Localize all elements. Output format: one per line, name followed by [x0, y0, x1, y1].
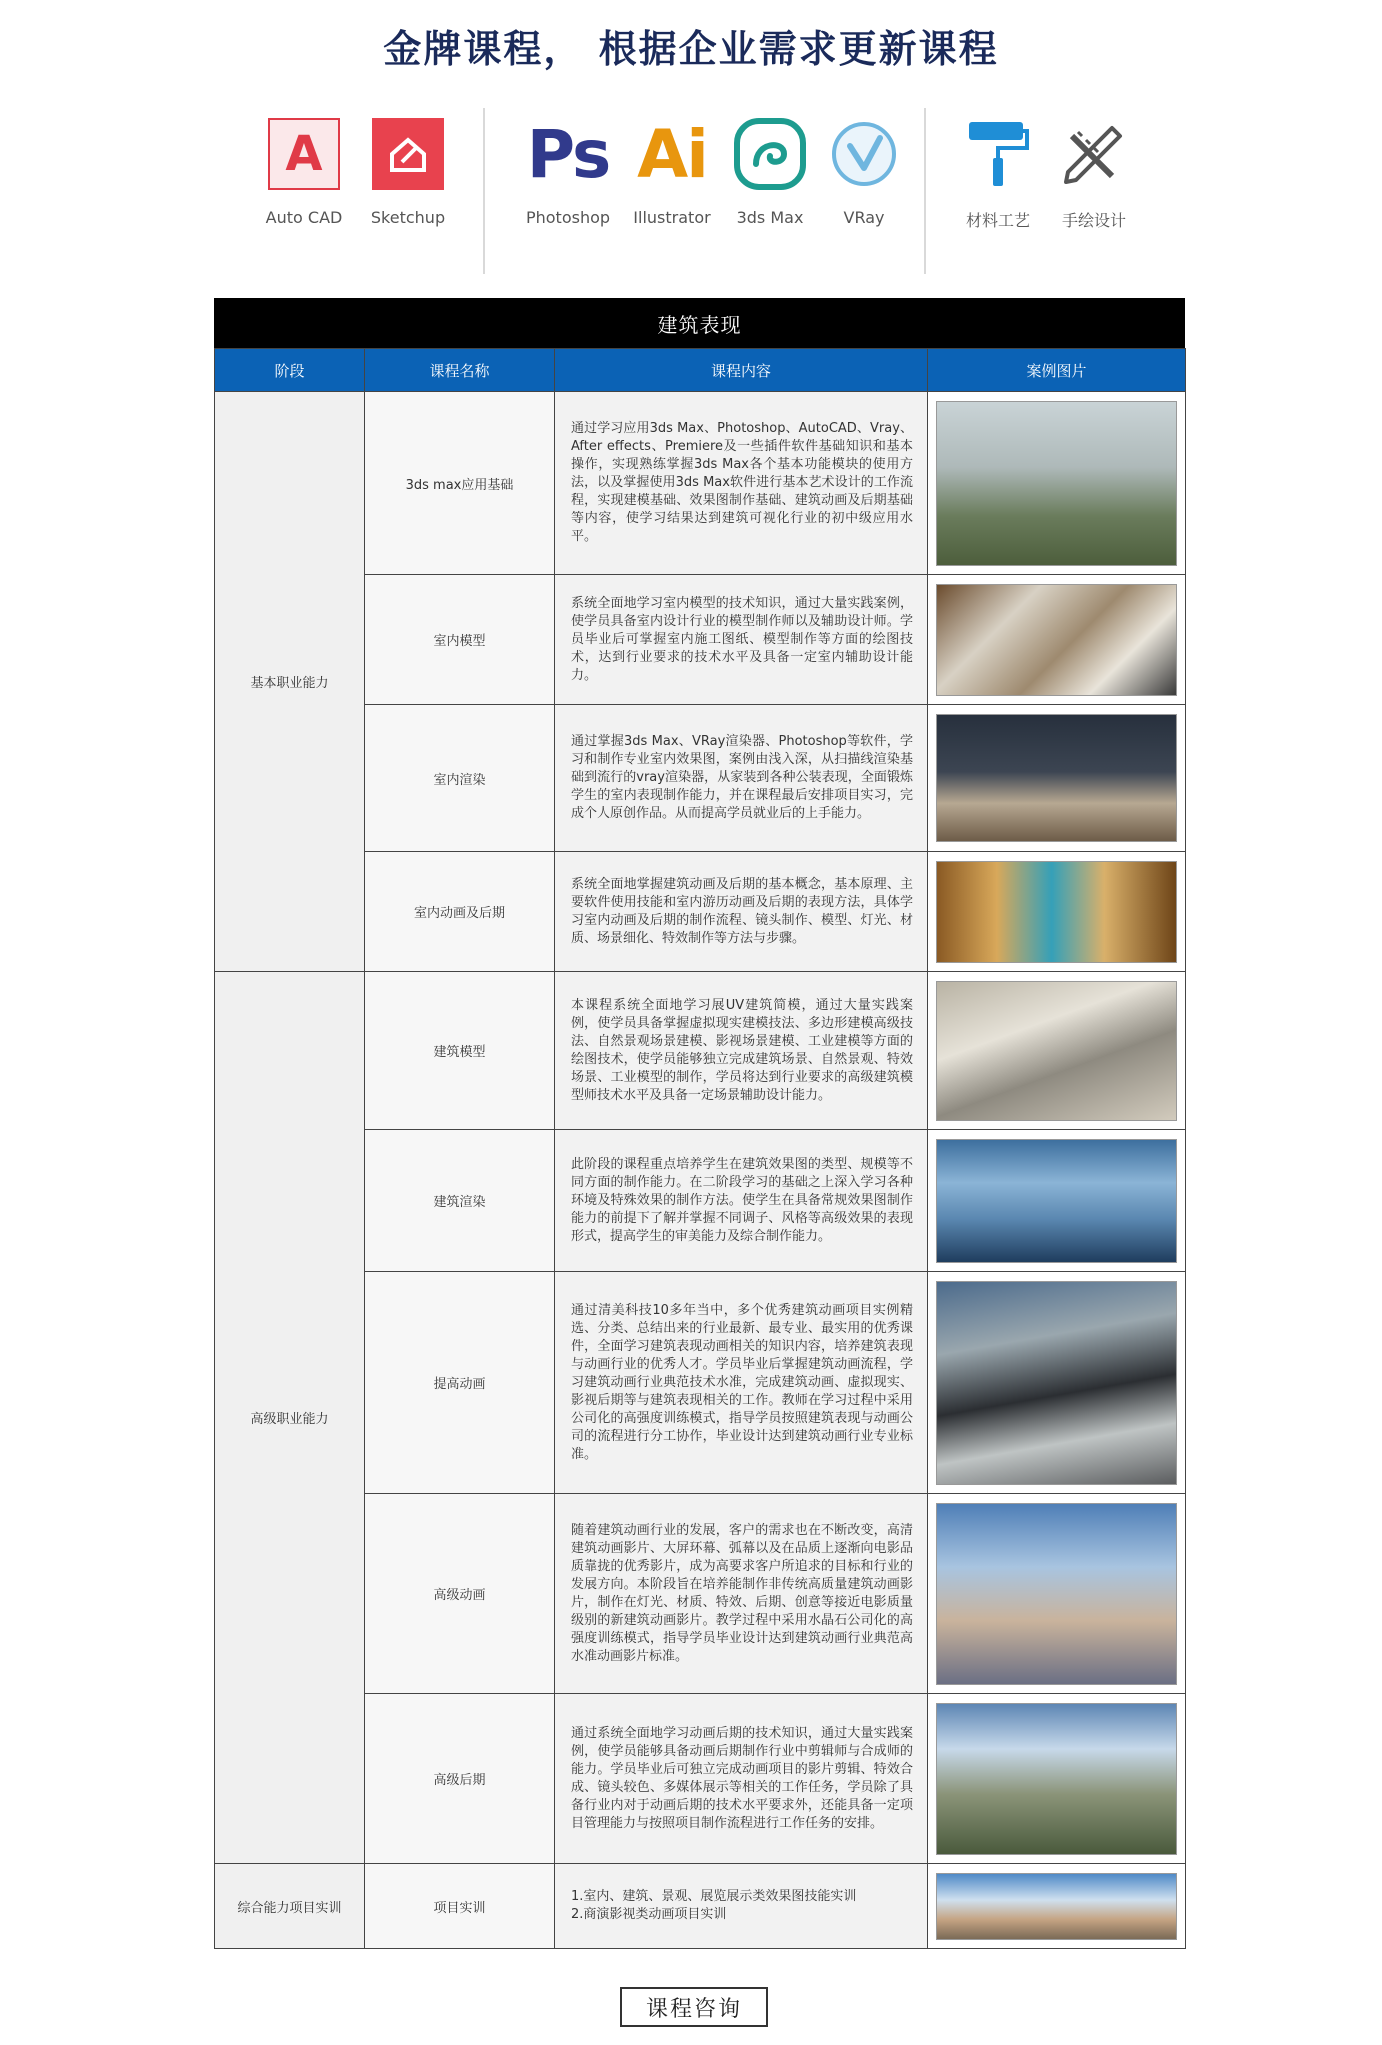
- case-image-cell: [928, 1130, 1186, 1272]
- course-name: 建筑渲染: [365, 1130, 555, 1272]
- pencil-ruler-icon: [1058, 118, 1130, 190]
- autocad-icon: A: [268, 118, 340, 190]
- case-image: [936, 584, 1177, 696]
- course-name: 建筑模型: [365, 972, 555, 1130]
- course-name: 室内动画及后期: [365, 852, 555, 972]
- stage-cell: 高级职业能力: [215, 972, 365, 1864]
- tool-3dsmax: [722, 118, 818, 227]
- course-name: 高级后期: [365, 1694, 555, 1864]
- table-row: [215, 972, 1186, 1130]
- case-image-cell: [928, 972, 1186, 1130]
- course-name: 提高动画: [365, 1272, 555, 1494]
- tool-handdraw: [1046, 118, 1142, 231]
- table-row: [215, 1864, 1186, 1949]
- tool-label: Sketchup: [370, 208, 446, 227]
- 3dsmax-icon: [734, 118, 806, 190]
- consult-button[interactable]: 课程咨询: [620, 1987, 768, 2027]
- divider: [924, 108, 926, 274]
- course-name: 室内渲染: [365, 705, 555, 852]
- course-desc: 通过清美科技10多年当中，多个优秀建筑动画项目实例精选、分类、总结出来的行业最新、最专业、最实用的优秀课件，全面学习建筑表现动画相关的知识内容，培养建筑表现与动画行业的优秀人才。学员毕业后掌握建筑动画流程，学习建筑动画行业典范技术水准，完成建筑动画、虚拟现实、影视后期等与建筑表现相关的工作。教师在学习过程中采用公司化的高强度训练模式，指导学员按照建筑表现与动画公司的流程进行分工协作，毕业设计达到建筑动画行业专业标准。: [555, 1272, 928, 1494]
- header-stage: 阶段: [215, 349, 365, 392]
- course-desc: [555, 1864, 928, 1949]
- case-image-cell: [928, 1272, 1186, 1494]
- course-desc: 系统全面地掌握建筑动画及后期的基本概念，基本原理、主要软件使用技能和室内游历动画及后期的表现方法，具体学习室内动画及后期的制作流程、镜头制作、模型、灯光、材质、场景细化、特效制作等方法与步骤。: [555, 852, 928, 972]
- tool-label: Illustrator: [633, 208, 711, 227]
- paint-roller-icon: [962, 118, 1034, 190]
- header-course: 课程名称: [365, 349, 555, 392]
- course-desc: 此阶段的课程重点培养学生在建筑效果图的类型、规模等不同方面的制作能力。在二阶段学习的基础之上深入学习各种环境及特殊效果的制作方法。使学生在具备常规效果图制作能力的前提下了解并掌握不同调子、风格等高级效果的表现形式，提高学生的审美能力及综合制作能力。: [555, 1130, 928, 1272]
- case-image-cell: [928, 1864, 1186, 1949]
- table-title: 建筑表现: [214, 298, 1185, 348]
- course-desc: 系统全面地学习室内模型的技术知识，通过大量实践案例，使学员具备室内设计行业的模型制作师以及辅助设计师。学员毕业后可掌握室内施工图纸、模型制作等方面的绘图技术，达到行业要求的技术水平及具备一定室内辅助设计能力。: [555, 575, 928, 705]
- divider: [483, 108, 485, 274]
- case-image: [936, 981, 1177, 1121]
- course-name: 高级动画: [365, 1494, 555, 1694]
- course-desc: 通过学习应用3ds Max、Photoshop、AutoCAD、Vray、After effects、Premiere及一些插件软件基础知识和基本操作，实现熟练掌握3ds Max各个基本功能模块的使用方法，以及掌握使用3ds Max软件进行基本艺术设计的工作流程，实现建模基础、效果图制作基础、建筑动画及后期基础等内容，使学习结果达到建筑可视化行业的初中级应用水平。: [555, 392, 928, 575]
- case-image-cell: [928, 705, 1186, 852]
- photoshop-icon: Ps: [526, 115, 610, 193]
- case-image: [936, 861, 1177, 963]
- course-name: 室内模型: [365, 575, 555, 705]
- header-content: 课程内容: [555, 349, 928, 392]
- tool-label: Photoshop: [525, 208, 611, 227]
- tool-label: Auto CAD: [265, 208, 343, 227]
- course-grid: [214, 348, 1186, 1949]
- case-image-cell: [928, 575, 1186, 705]
- course-desc: 随着建筑动画行业的发展，客户的需求也在不断改变，高清建筑动画影片、大屏环幕、弧幕以及在品质上逐渐向电影品质靠拢的优秀影片，成为高要求客户所追求的目标和行业的发展方向。本阶段旨在培养能制作非传统高质量建筑动画影片，制作在灯光、材质、特效、后期、创意等接近电影质量级别的新建筑动画影片。教学过程中采用水晶石公司化的高强度训练模式，指导学员毕业设计达到建筑动画行业典范高水准动画影片标准。: [555, 1494, 928, 1694]
- tool-autocad: [256, 118, 352, 227]
- case-image: [936, 714, 1177, 842]
- tool-materials: [950, 118, 1046, 231]
- case-image: [936, 1503, 1177, 1685]
- page-title: 金牌课程， 根据企业需求更新课程: [383, 27, 999, 71]
- course-name: 3ds max应用基础: [365, 392, 555, 575]
- case-image-cell: [928, 852, 1186, 972]
- illustrator-icon: Ai: [637, 115, 707, 193]
- tool-photoshop: [520, 115, 616, 227]
- vray-icon: [828, 118, 900, 190]
- course-table: [214, 298, 1185, 1949]
- tool-label: 3ds Max: [736, 208, 804, 227]
- case-image: [936, 1281, 1177, 1485]
- case-image: [936, 1703, 1177, 1855]
- course-desc: 本课程系统全面地学习展UV建筑简模，通过大量实践案例，使学员具备掌握虚拟现实建模技法、多边形建模高级技法、自然景观场景建模、影视场景建模、工业建模等方面的绘图技术，使学员能够独立完成建筑场景、自然景观、特效场景、工业模型的制作，学员将达到行业要求的高级建筑模型师技术水平及具备一定场景辅助设计能力。: [555, 972, 928, 1130]
- tool-vray: [816, 118, 912, 227]
- tool-label: VRay: [843, 208, 885, 227]
- software-tools-strip: [0, 108, 1382, 278]
- stage-cell: 基本职业能力: [215, 392, 365, 972]
- course-desc: 通过掌握3ds Max、VRay渲染器、Photoshop等软件，学习和制作专业室内效果图，案例由浅入深，从扫描线渲染基础到流行的vray渲染器，从家装到各种公装表现，全面锻炼学生的室内表现制作能力，并在课程最后安排项目实习，完成个人原创作品。从而提高学员就业后的上手能力。: [555, 705, 928, 852]
- stage-cell: 综合能力项目实训: [215, 1864, 365, 1949]
- course-desc: 通过系统全面地学习动画后期的技术知识，通过大量实践案例，使学员能够具备动画后期制作行业中剪辑师与合成师的能力。学员毕业后可独立完成动画项目的影片剪辑、特效合成、镜头较色、多媒体展示等相关的工作任务，学员除了具备行业内对于动画后期的技术水平要求外，还能具备一定项目管理能力与按照项目制作流程进行工作任务的安排。: [555, 1694, 928, 1864]
- case-image: [936, 401, 1177, 566]
- header-image: 案例图片: [928, 349, 1186, 392]
- table-header-row: [215, 349, 1186, 392]
- tool-sketchup: [360, 118, 456, 227]
- desc-line: 2.商演影视类动画项目实训: [571, 1907, 727, 1922]
- sketchup-icon: [372, 118, 444, 190]
- case-image: [936, 1139, 1177, 1263]
- course-name: 项目实训: [365, 1864, 555, 1949]
- desc-line: 1.室内、建筑、景观、展览展示类效果图技能实训: [571, 1889, 857, 1904]
- tool-label: 材料工艺: [965, 211, 1030, 230]
- case-image-cell: [928, 1694, 1186, 1864]
- case-image-cell: [928, 392, 1186, 575]
- case-image: [936, 1873, 1177, 1940]
- case-image-cell: [928, 1494, 1186, 1694]
- tool-label: 手绘设计: [1061, 211, 1126, 230]
- tool-illustrator: [624, 115, 720, 227]
- table-row: [215, 392, 1186, 575]
